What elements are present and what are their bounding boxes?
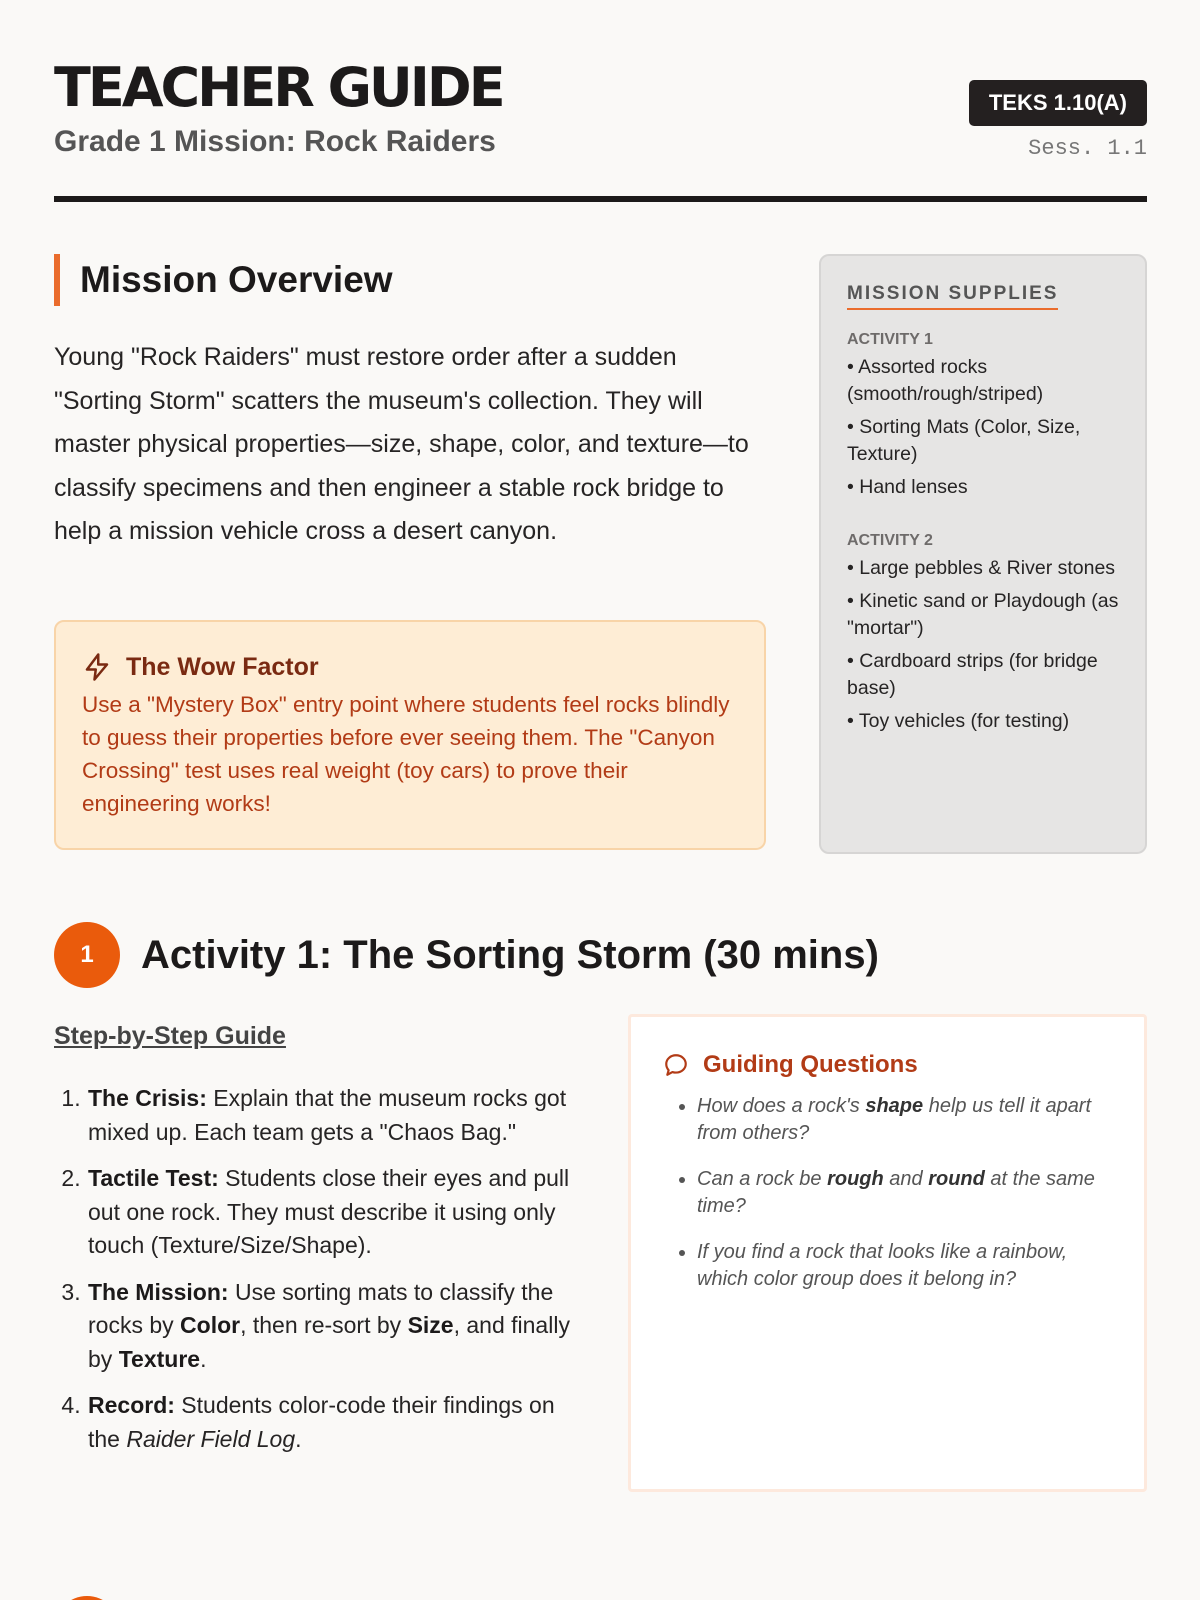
step-emphasis: Color [180, 1312, 241, 1338]
overview-body: Young "Rock Raiders" must restore order after a sudden "Sorting Storm" scatters the museum's collection. They will master physical properties—size, shape, color, and texture—to classify specimens and then engineer a stable rock bridge to help a mission vehicle cross a desert canyon. [54, 343, 749, 545]
step-label: Record: [88, 1392, 175, 1418]
wow-factor-box [54, 620, 766, 850]
lightning-icon [82, 651, 112, 683]
guiding-questions-box [628, 1014, 1147, 1492]
step-list [54, 1082, 574, 1456]
supplies-activity1-label: ACTIVITY 1 [847, 331, 933, 348]
overview-title: Mission Overview [80, 259, 393, 300]
activity1-title: Activity 1: The Sorting Storm (30 mins) [141, 932, 879, 977]
activity1-heading [54, 922, 879, 988]
supply-item: • Toy vehicles (for testing) [847, 710, 1070, 732]
step-text: Explain that the museum rocks got mixed up. Each team gets a "Chaos Bag." [88, 1085, 567, 1145]
wow-title: The Wow Factor [126, 653, 319, 681]
step-text: . [295, 1425, 302, 1452]
page-title: TEACHER GUIDE [54, 56, 503, 119]
guiding-question: • If you find a rock that looks like a rainbow, which color group does it belong in? [697, 1239, 1112, 1293]
step-item [87, 1276, 574, 1377]
field-log-title: Raider Field Log [126, 1425, 296, 1452]
question-text: How does a rock's [697, 1095, 866, 1117]
supplies-title: MISSION SUPPLIES [847, 282, 1058, 310]
step-guide-heading: Step-by-Step Guide [54, 1022, 286, 1050]
question-text: Can a rock be [697, 1168, 828, 1190]
question-emphasis: rough [827, 1168, 884, 1190]
question-emphasis: round [928, 1168, 985, 1190]
header [54, 56, 1147, 202]
supply-item: • Sorting Mats (Color, Size, Texture) [847, 416, 1081, 465]
supply-item: • Hand lenses [847, 476, 968, 498]
question-text: help us tell it apart from others? [697, 1095, 1092, 1144]
speech-bubble-icon [663, 1052, 689, 1078]
wow-text: Use a "Mystery Box" entry point where students feel rocks blindly to guess their properties before ever seeing them. The "Canyon Crossing" test uses real weight (toy cars) to prove their engineering works! [82, 692, 730, 816]
activity-number-badge: 1 [54, 922, 120, 988]
supplies-activity2-label: ACTIVITY 2 [847, 531, 933, 549]
supply-item: • Assorted rocks (smooth/rough/striped) [847, 356, 1044, 405]
step-text: Students close their eyes and pull out one rock. They must describe it using only touch (Texture/Size/Shape). [88, 1165, 570, 1258]
supplies-activity1-list [847, 354, 1119, 501]
step-item [87, 1162, 574, 1263]
step-item [87, 1082, 574, 1149]
step-text: Students color-code their findings on the [88, 1392, 555, 1452]
wow-heading [82, 650, 738, 684]
page-subtitle: Grade 1 Mission: Rock Raiders [54, 125, 496, 158]
session-label: Sess. 1.1 [1028, 136, 1147, 161]
step-item [87, 1389, 574, 1456]
step-text: , and finally by [88, 1312, 570, 1372]
question-text: at the same time? [697, 1168, 1095, 1217]
supply-item: • Kinetic sand or Playdough (as "mortar") [847, 590, 1119, 639]
guiding-question [697, 1166, 1112, 1220]
step-text: , then re-sort by [240, 1312, 408, 1338]
next-activity-badge [54, 1596, 120, 1600]
step-text: Use sorting mats to classify the rocks by [88, 1278, 554, 1338]
step-emphasis: Size [407, 1312, 454, 1338]
guiding-questions-title: Guiding Questions [703, 1051, 918, 1078]
overview-heading [54, 254, 766, 306]
guiding-questions-list [663, 1093, 1112, 1293]
mission-supplies-panel [819, 254, 1147, 854]
question-emphasis: shape [865, 1095, 924, 1117]
step-emphasis: Texture [118, 1345, 201, 1372]
supplies-activity2-list [847, 555, 1119, 735]
step-label: Tactile Test: [88, 1165, 219, 1191]
question-text: and [883, 1168, 929, 1190]
teks-badge: TEKS 1.10(A) [969, 80, 1147, 126]
step-by-step-guide [54, 1020, 574, 1469]
guiding-questions-heading [663, 1049, 1112, 1081]
step-text: . [200, 1345, 207, 1372]
step-label: The Mission: [88, 1278, 229, 1305]
step-label: The Crisis: [88, 1085, 207, 1111]
teacher-guide-page [54, 0, 1147, 1600]
guiding-question [697, 1093, 1112, 1147]
heading-accent-bar [54, 254, 60, 306]
supply-item: • Cardboard strips (for bridge base) [847, 650, 1098, 699]
supply-item: • Large pebbles & River stones [847, 556, 1116, 579]
mission-overview [54, 254, 766, 816]
